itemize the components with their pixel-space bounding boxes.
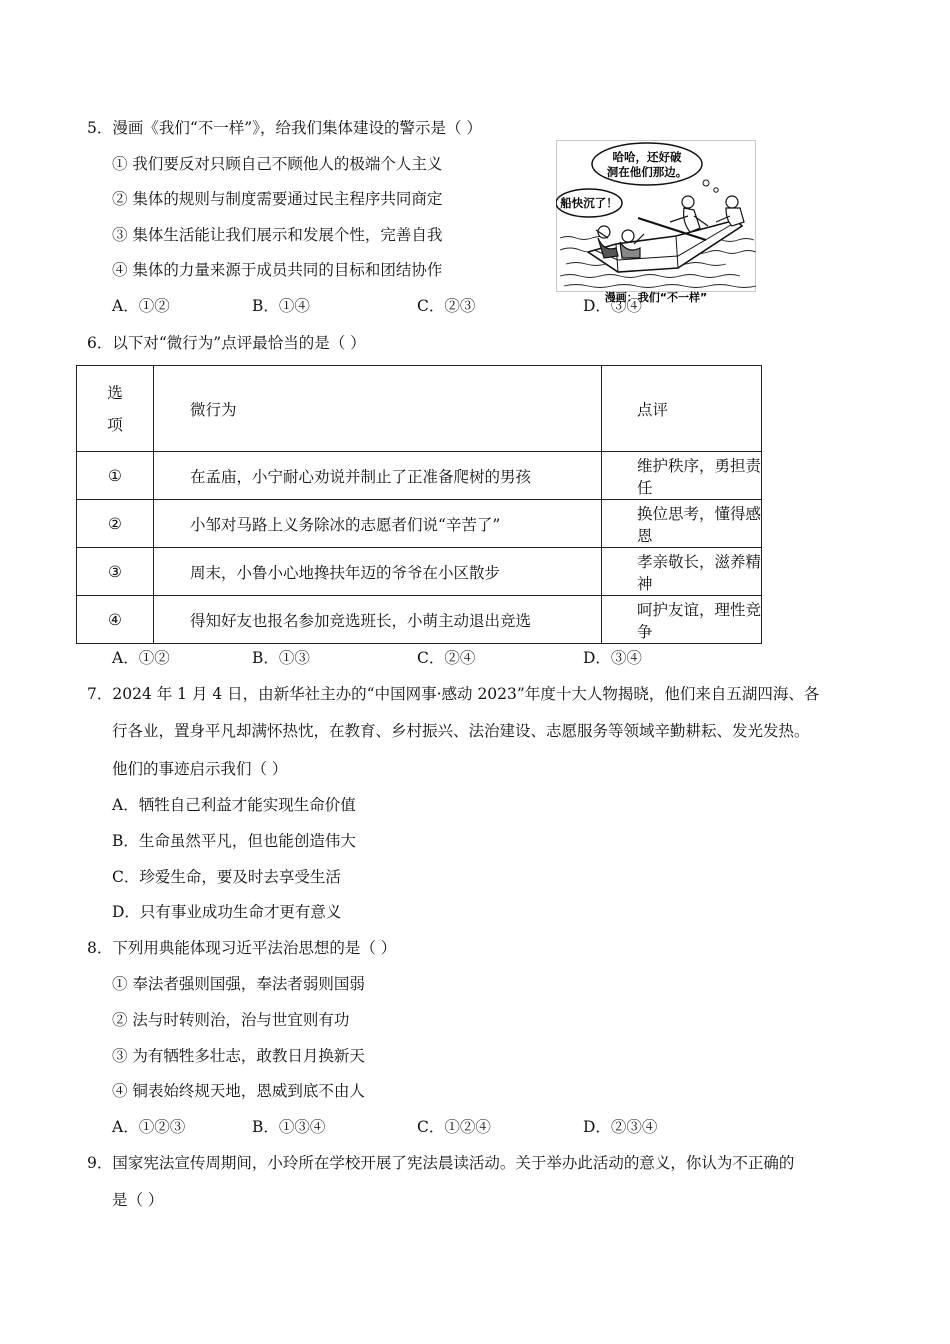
header-behavior: 微行为 (154, 366, 602, 452)
q9-stem-line1: 9．国家宪法宣传周期间，小玲所在学校开展了宪法晨读活动。关于举办此活动的意义，你认为不正确的 (87, 1154, 795, 1172)
q7-stem-line1: 7．2024 年 1 月 4 日，由新华社主办的“中国网事·感动 2023”年度十大人物揭晓，他们来自五湖四海、各 (87, 685, 820, 703)
row-behavior: 小邹对马路上义务除冰的志愿者们说“辛苦了” (154, 500, 602, 548)
q5-option-d[interactable]: D．③④ (583, 297, 642, 315)
q5-option-a[interactable]: A．①② (112, 297, 170, 315)
cartoon-boat-image (556, 140, 756, 305)
header-option-line2: 项 (107, 415, 123, 434)
q8-option-c[interactable]: C．①②④ (417, 1118, 491, 1136)
q6-option-b[interactable]: B．①③ (252, 649, 310, 667)
q5-item-3: ③ 集体生活能让我们展示和发展个性，完善自我 (112, 226, 443, 244)
q8-option-d[interactable]: D．②③④ (583, 1118, 658, 1136)
q6-options (112, 648, 812, 668)
row-comment: 孝亲敬长，滋养精神 (602, 548, 762, 596)
q5-option-c[interactable]: C．②③ (417, 297, 476, 315)
q5-item-1: ① 我们要反对只顾自己不顾他人的极端个人主义 (112, 155, 443, 173)
q8-item-4: ④ 铜表始终规天地，恩威到底不由人 (112, 1082, 365, 1100)
row-option: ③ (77, 548, 154, 596)
q6-option-d[interactable]: D．③④ (583, 649, 642, 667)
q7-option-d[interactable]: D．只有事业成功生命才更有意义 (112, 903, 342, 921)
table-row (77, 548, 762, 596)
q5-option-b[interactable]: B．①④ (252, 297, 310, 315)
row-comment: 呵护友谊，理性竞争 (602, 596, 762, 644)
header-comment: 点评 (602, 366, 762, 452)
row-option: ① (77, 452, 154, 500)
row-option: ② (77, 500, 154, 548)
q8-option-a[interactable]: A．①②③ (112, 1118, 186, 1136)
table-row (77, 596, 762, 644)
header-option-cell (77, 366, 154, 452)
q7-stem-line2: 行各业，置身平凡却满怀热忱，在教育、乡村振兴、法治建设、志愿服务等领域辛勤耕耘、发光发热。 (112, 722, 810, 740)
q6-option-a[interactable]: A．①② (112, 649, 170, 667)
q9-stem-line2: 是（ ） (112, 1191, 164, 1209)
cartoon-caption: 漫画：我们“不一样” (604, 291, 708, 304)
q7-option-a[interactable]: A．牺牲自己利益才能实现生命价值 (112, 796, 356, 814)
row-behavior: 周末，小鲁小心地搀扶年迈的爷爷在小区散步 (154, 548, 602, 596)
bubble-right-line2: 洞在他们那边。 (606, 165, 688, 179)
q6-table (76, 365, 762, 644)
row-comment: 换位思考，懂得感恩 (602, 500, 762, 548)
q8-options (112, 1117, 812, 1137)
table-row (77, 500, 762, 548)
row-option: ④ (77, 596, 154, 644)
row-behavior: 得知好友也报名参加竞选班长，小萌主动退出竞选 (154, 596, 602, 644)
q5-item-4: ④ 集体的力量来源于成员共同的目标和团结协作 (112, 261, 443, 279)
q5-stem: 5．漫画《我们“不一样”》，给我们集体建设的警示是（ ） (87, 119, 482, 137)
q6-stem: 6．以下对“微行为”点评最恰当的是（ ） (87, 334, 366, 352)
q8-stem: 8．下列用典能体现习近平法治思想的是（ ） (87, 939, 397, 957)
q8-option-b[interactable]: B．①③④ (252, 1118, 326, 1136)
q5-item-2: ② 集体的规则与制度需要通过民主程序共同商定 (112, 190, 443, 208)
q6-option-c[interactable]: C．②④ (417, 649, 476, 667)
q8-item-3: ③ 为有牺牲多壮志，敢教日月换新天 (112, 1047, 365, 1065)
header-option-line1: 选 (107, 383, 123, 402)
row-behavior: 在孟庙，小宁耐心劝说并制止了正准备爬树的男孩 (154, 452, 602, 500)
q7-option-b[interactable]: B．生命虽然平凡，但也能创造伟大 (112, 832, 356, 850)
q8-item-1: ① 奉法者强则国强，奉法者弱则国弱 (112, 975, 365, 993)
q7-option-c[interactable]: C．珍爱生命，要及时去享受生活 (112, 868, 341, 886)
q7-stem-line3: 他们的事迹启示我们（ ） (112, 760, 288, 778)
bubble-left-text: 船快沉了！ (560, 196, 618, 210)
table-header-row (77, 366, 762, 452)
table-row (77, 452, 762, 500)
bubble-right-line1: 哈哈，还好破 (612, 150, 682, 164)
q8-item-2: ② 法与时转则治，治与世宜则有功 (112, 1011, 350, 1029)
row-comment: 维护秩序，勇担责任 (602, 452, 762, 500)
